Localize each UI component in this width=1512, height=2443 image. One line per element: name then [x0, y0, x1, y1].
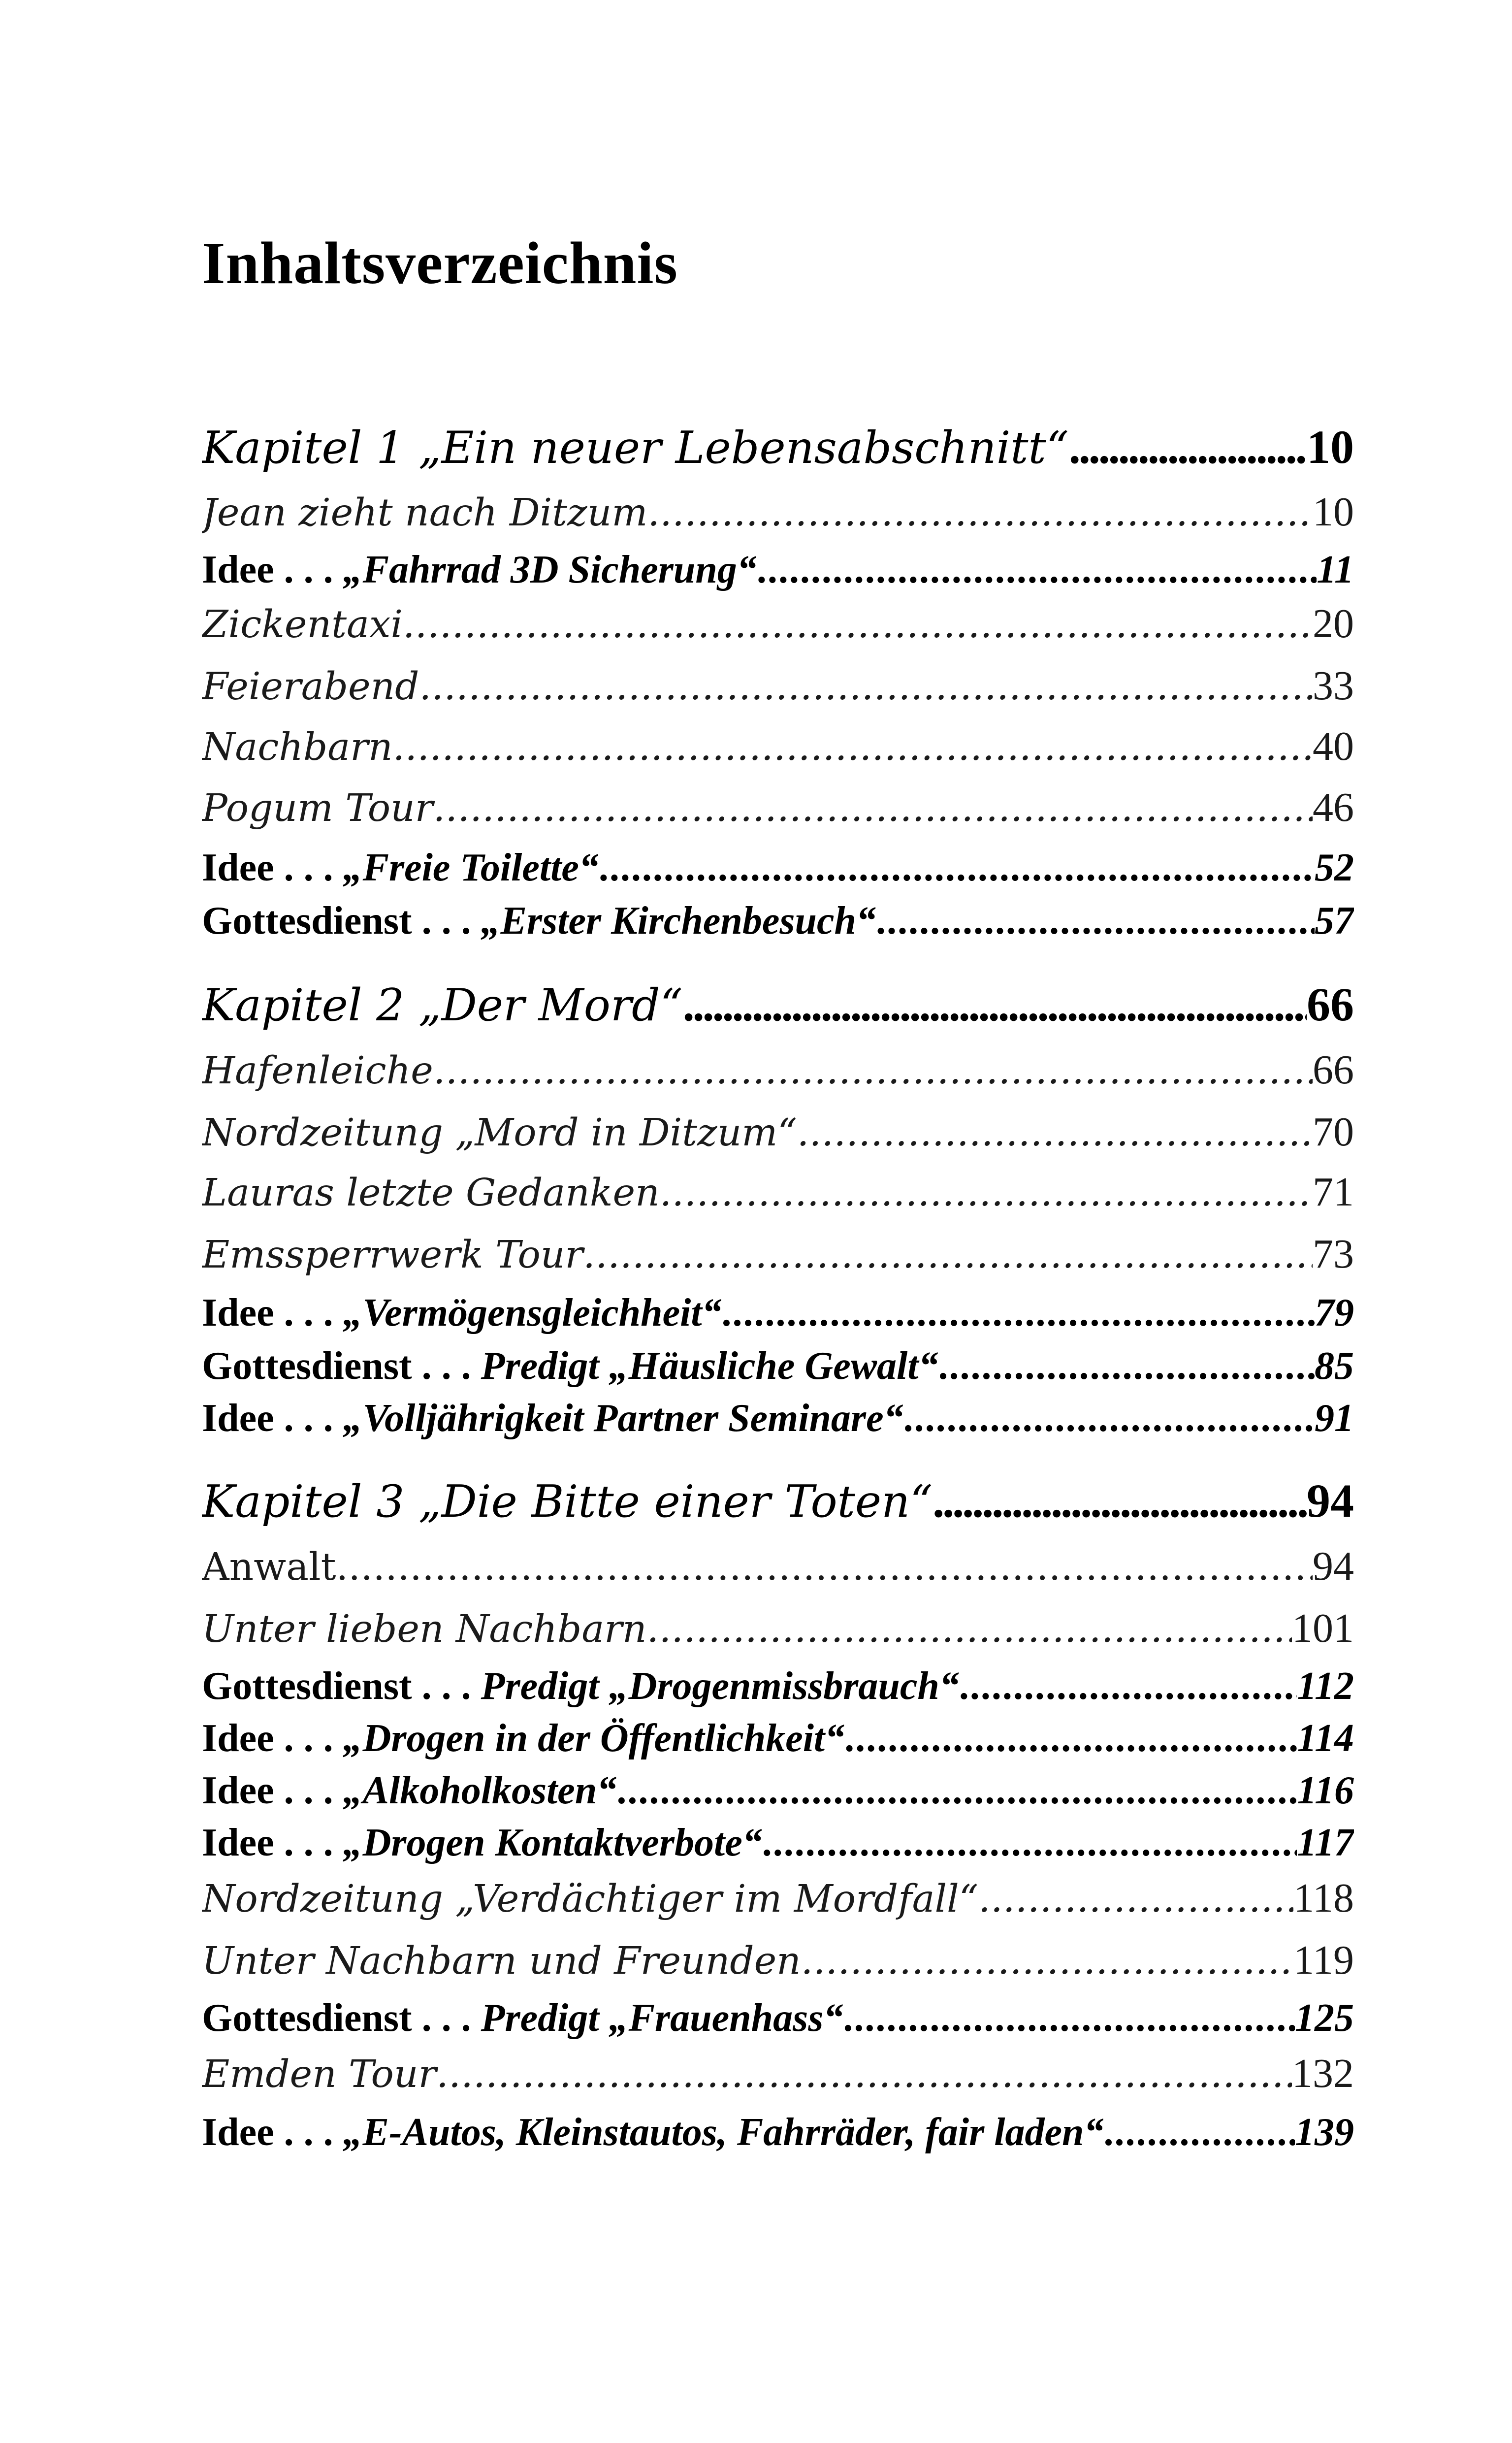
entry-name: „Volljährigkeit Partner Seminare“: [343, 1397, 903, 1440]
toc-entry: [202, 1539, 1354, 1594]
dot-leader: [797, 1106, 1313, 1159]
toc-entry-title: [202, 1340, 938, 1392]
toc-entry-title: [202, 842, 599, 893]
toc-entry: [202, 1105, 1354, 1159]
toc-entry-title: Unter Nachbarn und Freunden: [202, 1939, 801, 1983]
toc-entry-idea: [202, 1713, 1354, 1764]
dot-leader: [419, 660, 1313, 713]
toc-entry-page: 46: [1313, 784, 1354, 830]
toc-entry: [202, 1227, 1354, 1281]
dot-leader: [876, 895, 1315, 946]
toc-entry: [202, 485, 1354, 539]
toc-entry-page: 125: [1295, 1996, 1354, 2040]
entry-name: „Vermögensgleichheit“: [343, 1291, 722, 1335]
toc-chapter-2: [202, 975, 1354, 1034]
toc-entry: [202, 1043, 1354, 1097]
dot-leader: [436, 2048, 1292, 2101]
toc-entry: [202, 781, 1354, 835]
dot-leader: [933, 1471, 1307, 1531]
toc-entry-page: 139: [1295, 2111, 1354, 2154]
toc-entry-title: Pogum Tour: [202, 786, 433, 830]
entry-name: „Fahrrad 3D Sicherung“: [343, 548, 757, 591]
entry-prefix: Gottesdienst . . .: [202, 1996, 481, 2040]
dot-leader: [683, 975, 1307, 1034]
dot-leader: [903, 1393, 1315, 1444]
toc-entry-idea: [202, 1287, 1354, 1338]
dot-leader: [616, 1765, 1297, 1816]
toc-entry-title: Kapitel 3 „Die Bitte einer Toten“: [202, 1476, 933, 1528]
toc-entry: [202, 719, 1354, 774]
toc-entry-page: 73: [1313, 1231, 1354, 1277]
entry-name: Predigt „Frauenhass“: [481, 1996, 843, 2040]
toc-entry-title: [202, 1817, 762, 1868]
toc-entry-title: Nordzeitung „Verdächtiger im Mordfall“: [202, 1877, 979, 1921]
toc-entry-page: 11: [1317, 548, 1354, 591]
toc-entry-page: 94: [1307, 1474, 1354, 1527]
toc-entry-title: Lauras letzte Gedanken: [202, 1171, 660, 1215]
entry-prefix: Gottesdienst . . .: [202, 1344, 481, 1388]
entry-prefix: Gottesdienst . . .: [202, 899, 481, 943]
toc-entry-title: Nordzeitung „Mord in Ditzum“: [202, 1111, 797, 1155]
toc-entry-title: [202, 2107, 1103, 2158]
entry-name: „Freie Toilette“: [343, 846, 599, 889]
dot-leader: [762, 1817, 1297, 1868]
toc-entry-page: 10: [1307, 421, 1354, 473]
toc-entry-page: 118: [1293, 1875, 1354, 1921]
toc-entry-page: 40: [1313, 723, 1354, 769]
dot-leader: [647, 1602, 1292, 1656]
dot-leader: [583, 1228, 1313, 1281]
dot-leader: [1103, 2107, 1295, 2158]
toc-entry-title: Unter lieben Nachbarn: [202, 1607, 647, 1651]
toc-entry-service: [202, 895, 1354, 946]
toc-entry-title: [202, 1713, 844, 1764]
entry-name: Predigt „Häusliche Gewalt“: [481, 1344, 938, 1388]
toc-entry-page: 85: [1315, 1344, 1354, 1388]
entry-name: „Erster Kirchenbesuch“: [481, 899, 876, 943]
toc-entry-page: 114: [1297, 1717, 1354, 1760]
toc-entry: [202, 597, 1354, 651]
dot-leader: [599, 842, 1315, 893]
toc-entry-page: 132: [1292, 2051, 1354, 2096]
toc-entry-page: 57: [1315, 899, 1354, 943]
toc-entry-title: Feierabend: [202, 665, 419, 709]
entry-prefix: Idee . . .: [202, 1769, 343, 1812]
dot-leader: [978, 1872, 1293, 1925]
toc-entry-title: Jean zieht nach Ditzum: [202, 491, 648, 535]
entry-name: „Alkoholkosten“: [343, 1769, 617, 1812]
toc-entry-page: 71: [1313, 1169, 1354, 1215]
entry-name: „Drogen Kontaktverbote“: [343, 1821, 762, 1864]
toc-entry-title: [202, 544, 757, 595]
toc-entry-service: [202, 1661, 1354, 1712]
entry-name: „Drogen in der Öffentlichkeit“: [343, 1717, 845, 1760]
toc-entry-page: 33: [1313, 663, 1354, 709]
toc-entry-title: [202, 895, 876, 946]
toc-entry-service: [202, 1992, 1354, 2044]
dot-leader: [722, 1287, 1315, 1338]
table-of-contents: [202, 0, 1354, 2443]
dot-leader: [403, 598, 1313, 651]
entry-prefix: Idee . . .: [202, 1291, 343, 1335]
toc-entry-title: Emden Tour: [202, 2052, 437, 2096]
toc-entry-title: Nachbarn: [202, 725, 393, 769]
toc-entry-page: 52: [1315, 846, 1354, 889]
entry-prefix: Idee . . .: [202, 1717, 343, 1760]
entry-name: Predigt „Drogenmissbrauch“: [481, 1664, 959, 1708]
entry-prefix: Gottesdienst . . .: [202, 1664, 481, 1708]
toc-entry-page: 70: [1313, 1109, 1354, 1155]
toc-entry-idea: [202, 2107, 1354, 2158]
toc-entry-title: Kapitel 1 „Ein neuer Lebensabschnitt“: [202, 422, 1069, 474]
toc-entry-title: [202, 1661, 959, 1712]
entry-name: „E-Autos, Kleinstautos, Fahrräder, fair laden“: [343, 2111, 1104, 2154]
toc-entry-page: 79: [1315, 1291, 1354, 1335]
toc-entry-title: [202, 1992, 843, 2044]
toc-entry-page: 112: [1297, 1664, 1354, 1708]
page-title: Inhaltsverzeichnis: [202, 230, 678, 296]
dot-leader: [844, 1713, 1297, 1764]
entry-prefix: Idee . . .: [202, 846, 343, 889]
toc-chapter-1: [202, 418, 1354, 477]
dot-leader: [959, 1661, 1297, 1712]
toc-entry-title: Emssperrwerk Tour: [202, 1233, 583, 1277]
toc-entry-service: [202, 1340, 1354, 1392]
toc-entry-page: 101: [1292, 1605, 1354, 1651]
toc-entry-page: 116: [1297, 1769, 1354, 1812]
toc-entry-idea: [202, 842, 1354, 893]
dot-leader: [938, 1340, 1315, 1392]
toc-entry-page: 117: [1297, 1821, 1354, 1864]
toc-entry-idea: [202, 1393, 1354, 1444]
toc-entry-title: Kapitel 2 „Der Mord“: [202, 979, 683, 1031]
toc-entry-page: 119: [1293, 1937, 1354, 1983]
dot-leader: [660, 1166, 1313, 1219]
toc-entry: [202, 1871, 1354, 1925]
dot-leader: [757, 544, 1317, 595]
entry-prefix: Idee . . .: [202, 548, 343, 591]
toc-entry-idea: [202, 544, 1354, 595]
toc-entry-page: 66: [1307, 978, 1354, 1031]
toc-entry-title: Zickentaxi: [202, 603, 403, 647]
toc-chapter-3: [202, 1471, 1354, 1531]
toc-entry-title: Anwalt: [202, 1545, 336, 1589]
toc-entry-title: Hafenleiche: [202, 1049, 433, 1093]
toc-entry-idea: [202, 1765, 1354, 1816]
toc-entry: [202, 2047, 1354, 2101]
entry-prefix: Idee . . .: [202, 1821, 343, 1864]
dot-leader: [843, 1992, 1295, 2044]
dot-leader: [801, 1934, 1293, 1987]
toc-entry-page: 91: [1315, 1397, 1354, 1440]
entry-prefix: Idee . . .: [202, 2111, 343, 2154]
toc-entry: [202, 1933, 1354, 1987]
toc-entry: [202, 659, 1354, 713]
toc-entry-idea: [202, 1817, 1354, 1868]
toc-entry-title: [202, 1287, 722, 1338]
toc-entry-page: 66: [1313, 1047, 1354, 1093]
dot-leader: [647, 486, 1313, 539]
entry-prefix: Idee . . .: [202, 1397, 343, 1440]
dot-leader: [433, 1044, 1313, 1097]
toc-entry: [202, 1601, 1354, 1656]
dot-leader: [1069, 418, 1307, 477]
dot-leader: [393, 720, 1313, 774]
toc-entry-page: 94: [1313, 1543, 1354, 1589]
toc-entry-page: 10: [1313, 489, 1354, 535]
toc-entry-page: 20: [1313, 601, 1354, 647]
toc-entry: [202, 1165, 1354, 1219]
toc-entry-title: [202, 1765, 616, 1816]
dot-leader: [433, 782, 1313, 835]
dot-leader: [336, 1540, 1313, 1594]
toc-entry-title: [202, 1393, 903, 1444]
